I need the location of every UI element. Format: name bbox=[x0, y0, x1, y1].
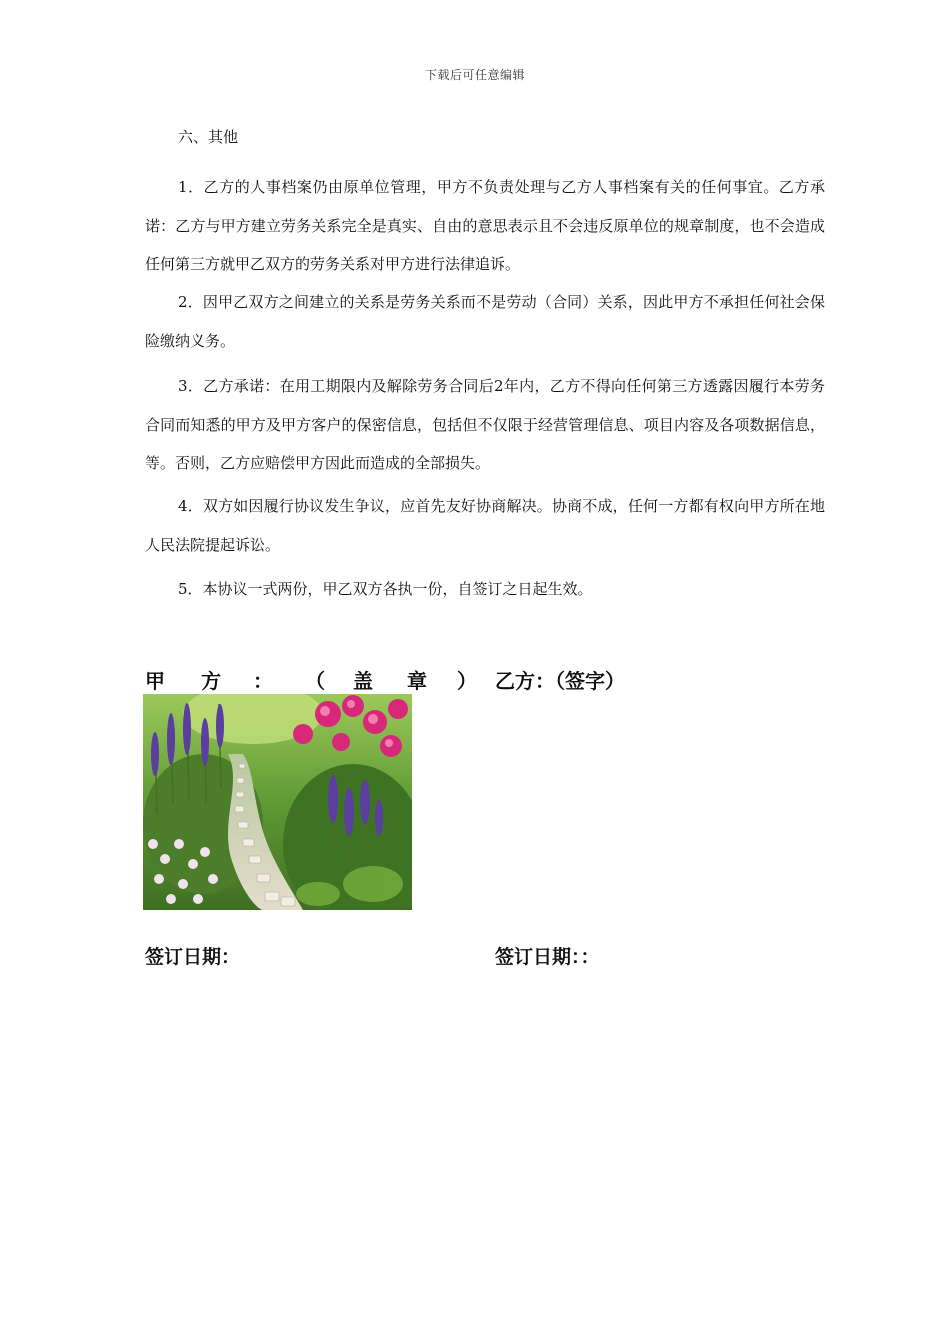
page-header-note: 下载后可任意编辑 bbox=[424, 68, 525, 82]
party-a-char: 盖 bbox=[353, 669, 373, 693]
party-a-sign-date-label: 签订日期： bbox=[145, 946, 241, 968]
party-a-char: （ bbox=[305, 669, 325, 693]
clause-4: 4．双方如因履行协议发生争议，应首先友好协商解决。协商不成，任何一方都有权向甲方所在地人民法院提起诉讼。 bbox=[145, 497, 825, 554]
party-b-sign-date-label: 签订日期：： bbox=[495, 946, 600, 968]
signature-row bbox=[145, 667, 625, 697]
party-a-char: 章 bbox=[407, 669, 427, 693]
clause-2: 2．因甲乙双方之间建立的关系是劳务关系而不是劳动（合同）关系，因此甲方不承担任何社会保险缴纳义务。 bbox=[145, 293, 825, 350]
garden-path-illustration bbox=[143, 694, 412, 910]
clause-1: 1．乙方的人事档案仍由原单位管理，甲方不负责处理与乙方人事档案有关的任何事宜。乙方承诺：乙方与甲方建立劳务关系完全是真实、自由的意思表示且不会违反原单位的规章制度，也不会造成任何第三方就甲乙双方的劳务关系对甲方进行法律追诉。 bbox=[145, 178, 825, 273]
party-a-char: 甲 bbox=[145, 669, 165, 693]
party-a-char: 方 bbox=[201, 669, 221, 693]
clause-5: 5．本协议一式两份，甲乙双方各执一份，自签订之日起生效。 bbox=[178, 580, 593, 598]
section-title: 六、其他 bbox=[178, 128, 239, 146]
garden-path-photo bbox=[143, 694, 412, 910]
party-a-char: ） bbox=[457, 669, 477, 693]
party-b-signature-label: 乙方：（签字） bbox=[495, 669, 625, 693]
party-a-char: ： bbox=[253, 669, 273, 693]
clause-3: 3．乙方承诺：在用工期限内及解除劳务合同后2年内，乙方不得向任何第三方透露因履行本劳务合同而知悉的甲方及甲方客户的保密信息，包括但不仅限于经营管理信息、项目内容及各项数据信息，等。否则，乙方应赔偿甲方因此而造成的全部损失。 bbox=[145, 377, 825, 472]
